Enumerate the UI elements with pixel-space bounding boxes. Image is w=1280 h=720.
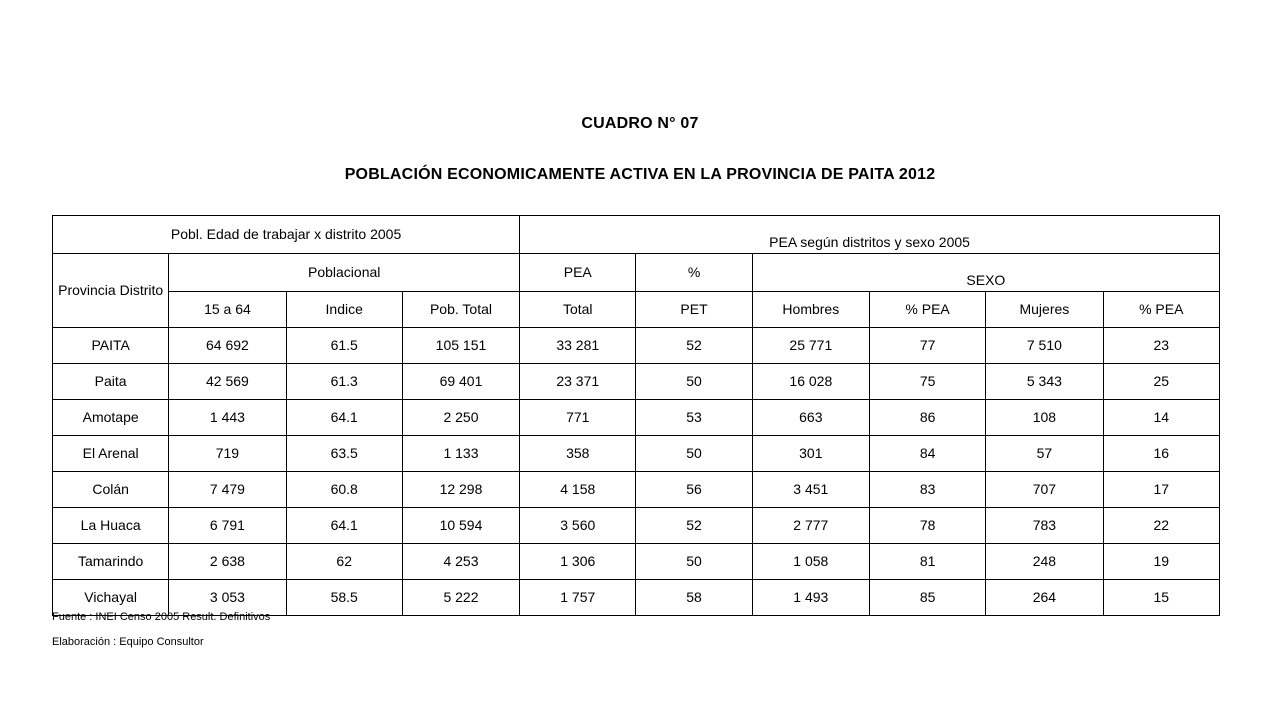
table-cell: 52 bbox=[636, 508, 752, 544]
header-row-sub bbox=[53, 254, 1220, 292]
table-cell: 57 bbox=[986, 436, 1103, 472]
column-header: Pob. Total bbox=[402, 292, 519, 328]
table-cell: 86 bbox=[869, 400, 985, 436]
district-name-cell: Amotape bbox=[53, 400, 169, 436]
column-header: PET bbox=[636, 292, 752, 328]
table-cell: 264 bbox=[986, 580, 1103, 616]
table-cell: 15 bbox=[1103, 580, 1219, 616]
table-cell: 77 bbox=[869, 328, 985, 364]
table-row bbox=[53, 544, 1220, 580]
header-group-right: PEA según distritos y sexo 2005 bbox=[520, 216, 1220, 254]
table-cell: 60.8 bbox=[286, 472, 402, 508]
table-cell: 105 151 bbox=[402, 328, 519, 364]
column-header: % PEA bbox=[1103, 292, 1219, 328]
table-cell: 25 bbox=[1103, 364, 1219, 400]
table-cell: 64.1 bbox=[286, 508, 402, 544]
table-number-title: CUADRO N° 07 bbox=[581, 115, 699, 132]
header-sexo: SEXO bbox=[752, 254, 1219, 292]
district-name-cell: Vichayal bbox=[53, 580, 169, 616]
header-row-group bbox=[53, 216, 1220, 254]
table-cell: 108 bbox=[986, 400, 1103, 436]
column-header: % PEA bbox=[869, 292, 985, 328]
table-cell: 19 bbox=[1103, 544, 1219, 580]
table-cell: 5 343 bbox=[986, 364, 1103, 400]
table-cell: 1 133 bbox=[402, 436, 519, 472]
table-cell: 783 bbox=[986, 508, 1103, 544]
table-cell: 50 bbox=[636, 544, 752, 580]
table-cell: 14 bbox=[1103, 400, 1219, 436]
header-percent: % bbox=[636, 254, 752, 292]
table-cell: 1 306 bbox=[520, 544, 636, 580]
district-name-cell: Paita bbox=[53, 364, 169, 400]
table-cell: 2 250 bbox=[402, 400, 519, 436]
table-cell: 7 510 bbox=[986, 328, 1103, 364]
table-cell: 4 253 bbox=[402, 544, 519, 580]
table-cell: 23 bbox=[1103, 328, 1219, 364]
header-pea: PEA bbox=[520, 254, 636, 292]
table-cell: 64.1 bbox=[286, 400, 402, 436]
table-cell: 1 757 bbox=[520, 580, 636, 616]
table-cell: 22 bbox=[1103, 508, 1219, 544]
table-cell: 61.5 bbox=[286, 328, 402, 364]
table-cell: 707 bbox=[986, 472, 1103, 508]
header-row-columns bbox=[53, 292, 1220, 328]
table-cell: 248 bbox=[986, 544, 1103, 580]
pea-table-body bbox=[53, 216, 1220, 616]
district-name-cell: El Arenal bbox=[53, 436, 169, 472]
table-cell: 84 bbox=[869, 436, 985, 472]
column-header: Hombres bbox=[752, 292, 869, 328]
table-cell: 663 bbox=[752, 400, 869, 436]
table-cell: 5 222 bbox=[402, 580, 519, 616]
table-cell: 3 451 bbox=[752, 472, 869, 508]
table-cell: 301 bbox=[752, 436, 869, 472]
table-cell: 78 bbox=[869, 508, 985, 544]
elaboration-note: Elaboración : Equipo Consultor bbox=[52, 636, 204, 648]
table-cell: 17 bbox=[1103, 472, 1219, 508]
table-cell: 52 bbox=[636, 328, 752, 364]
column-header: Mujeres bbox=[986, 292, 1103, 328]
table-cell: 12 298 bbox=[402, 472, 519, 508]
table-cell: 58 bbox=[636, 580, 752, 616]
table-cell: 69 401 bbox=[402, 364, 519, 400]
table-row bbox=[53, 328, 1220, 364]
table-cell: 81 bbox=[869, 544, 985, 580]
table-cell: 25 771 bbox=[752, 328, 869, 364]
district-name-cell: La Huaca bbox=[53, 508, 169, 544]
table-cell: 1 493 bbox=[752, 580, 869, 616]
table-cell: 85 bbox=[869, 580, 985, 616]
table-cell: 10 594 bbox=[402, 508, 519, 544]
table-cell: 16 bbox=[1103, 436, 1219, 472]
table-cell: 4 158 bbox=[520, 472, 636, 508]
table-cell: 2 638 bbox=[169, 544, 286, 580]
district-name-cell: Colán bbox=[53, 472, 169, 508]
table-cell: 358 bbox=[520, 436, 636, 472]
table-cell: 2 777 bbox=[752, 508, 869, 544]
table-cell: 6 791 bbox=[169, 508, 286, 544]
table-cell: 64 692 bbox=[169, 328, 286, 364]
column-header: 15 a 64 bbox=[169, 292, 286, 328]
table-cell: 7 479 bbox=[169, 472, 286, 508]
table-cell: 3 053 bbox=[169, 580, 286, 616]
district-name-cell: PAITA bbox=[53, 328, 169, 364]
source-note: Fuente : INEI Censo 2005 Result. Definitivos bbox=[52, 611, 271, 623]
table-cell: 63.5 bbox=[286, 436, 402, 472]
table-cell: 50 bbox=[636, 436, 752, 472]
table-subtitle: POBLACIÓN ECONOMICAMENTE ACTIVA EN LA PROVINCIA DE PAITA 2012 bbox=[344, 166, 936, 183]
table-cell: 3 560 bbox=[520, 508, 636, 544]
table-cell: 58.5 bbox=[286, 580, 402, 616]
table-cell: 719 bbox=[169, 436, 286, 472]
table-row bbox=[53, 508, 1220, 544]
table-cell: 75 bbox=[869, 364, 985, 400]
table-cell: 56 bbox=[636, 472, 752, 508]
header-poblacional: Poblacional bbox=[169, 254, 520, 292]
table-cell: 50 bbox=[636, 364, 752, 400]
table-cell: 16 028 bbox=[752, 364, 869, 400]
table-cell: 1 058 bbox=[752, 544, 869, 580]
table-cell: 53 bbox=[636, 400, 752, 436]
table-cell: 83 bbox=[869, 472, 985, 508]
pea-table bbox=[52, 215, 1220, 616]
header-provincia-distrito: Provincia Distrito bbox=[53, 254, 169, 328]
table-row bbox=[53, 364, 1220, 400]
table-row bbox=[53, 436, 1220, 472]
table-cell: 42 569 bbox=[169, 364, 286, 400]
district-name-cell: Tamarindo bbox=[53, 544, 169, 580]
table-cell: 61.3 bbox=[286, 364, 402, 400]
table-cell: 62 bbox=[286, 544, 402, 580]
header-group-left: Pobl. Edad de trabajar x distrito 2005 bbox=[53, 216, 520, 254]
table-cell: 23 371 bbox=[520, 364, 636, 400]
column-header: Total bbox=[520, 292, 636, 328]
table-row bbox=[53, 400, 1220, 436]
column-header: Indice bbox=[286, 292, 402, 328]
table-cell: 771 bbox=[520, 400, 636, 436]
table-cell: 33 281 bbox=[520, 328, 636, 364]
table-row bbox=[53, 472, 1220, 508]
table-cell: 1 443 bbox=[169, 400, 286, 436]
